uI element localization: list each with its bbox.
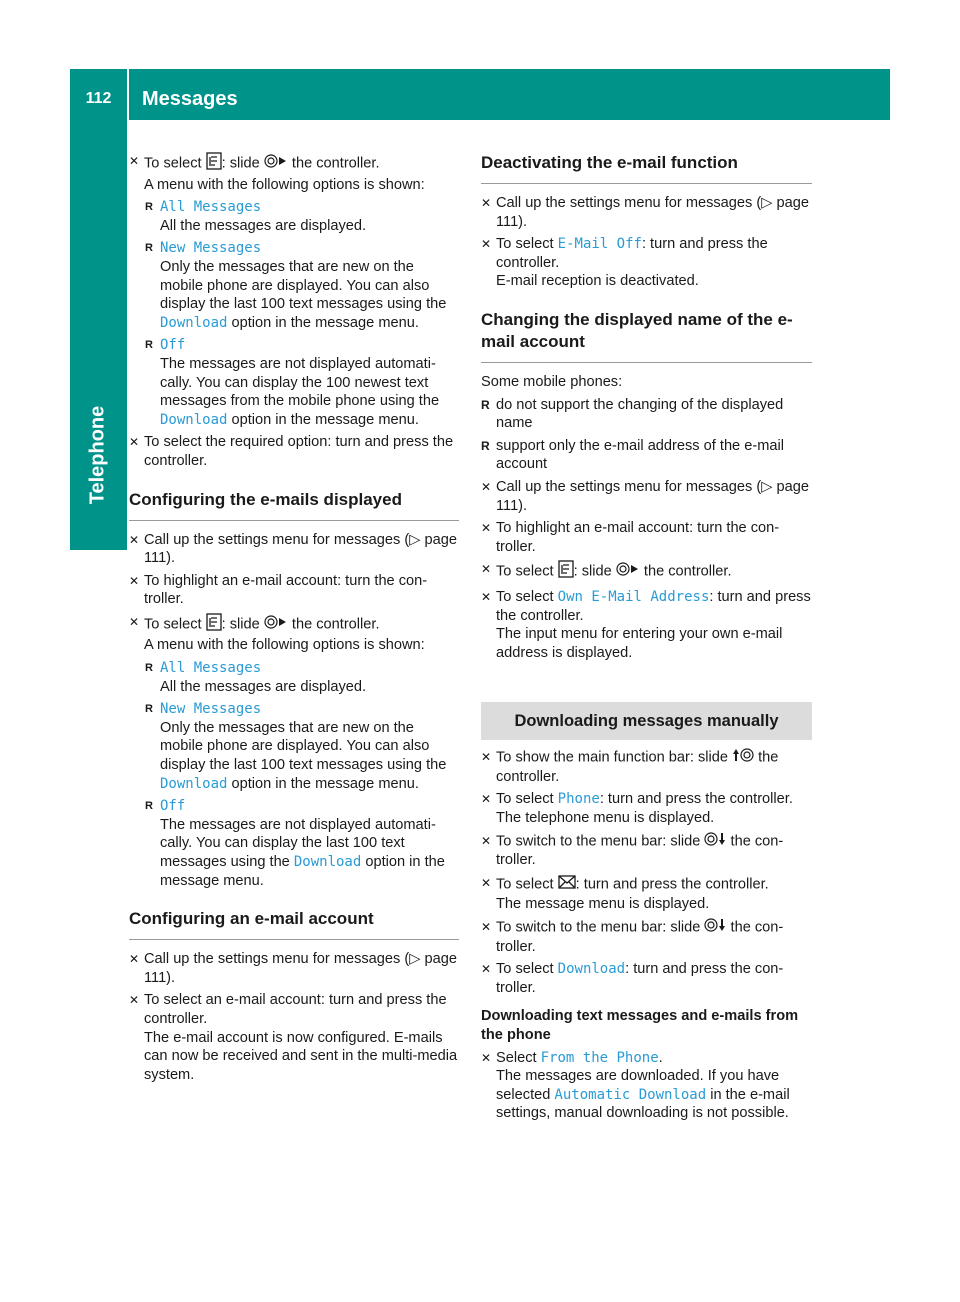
slide-down-controller-icon (704, 918, 726, 938)
step-marker-icon: ✕ (481, 479, 492, 494)
page-header (70, 69, 890, 120)
messages-menu-icon (206, 152, 222, 176)
slide-right-controller-icon (264, 154, 288, 174)
subheading-downloading-text: Downloading text messages and e-mails from the phone (481, 1008, 799, 1043)
section-heading-downloading: Downloading messages manually (481, 702, 812, 740)
step-marker-icon: ✕ (129, 952, 140, 967)
section-tab (70, 120, 127, 550)
section-tab-label: Telephone (86, 405, 109, 505)
step-marker-icon: ✕ (481, 962, 492, 977)
bullet-icon: R (145, 662, 153, 675)
step-marker-icon: ✕ (481, 1050, 492, 1065)
step: ✕ Call up the settings menu for messages (▷ page 111). (129, 531, 457, 567)
step: ✕ Call up the settings menu for messages (▷ page 111). (481, 478, 809, 514)
step-marker-icon: ✕ (481, 920, 492, 935)
step-marker-icon: ✕ (481, 237, 492, 252)
heading-changing-name: Changing the displayed name of the e-mail account (481, 309, 812, 363)
step-marker-icon: ✕ (129, 532, 140, 547)
left-column (129, 152, 459, 1088)
bullet-icon: R (481, 397, 490, 412)
heading-configuring-account: Configuring an e-mail account (129, 908, 459, 940)
step-marker-icon: ✕ (481, 875, 492, 890)
step-marker-icon: ✕ (129, 154, 140, 168)
messages-menu-icon (206, 613, 222, 637)
bullet-icon: R (145, 242, 153, 255)
list-item: R support only the e-mail address of the e-mail account (481, 437, 784, 473)
heading-configuring-emails: Configuring the e-mails displayed (129, 489, 459, 521)
step-marker-icon: ✕ (129, 614, 140, 629)
step-marker-icon: ✕ (481, 792, 492, 807)
step: ✕ To highlight an e-mail account: turn the con-troller. (129, 572, 428, 608)
step: ✕ To select Own E-Mail Address: turn and press the controller. The input menu for entering your own e-mail address is displayed. (481, 588, 811, 661)
step: ✕ To select : turn and press the controller. The message menu is displayed. (481, 875, 769, 913)
step: ✕ To select : slide the controller. (481, 560, 812, 584)
option-item: R All Messages All the messages are displayed. (145, 199, 367, 234)
bullet-icon: R (145, 339, 153, 352)
step: ✕ To show the main function bar: slide the controller. (481, 749, 779, 785)
slide-down-controller-icon (704, 832, 726, 852)
slide-right-controller-icon (264, 615, 288, 635)
step-marker-icon: ✕ (481, 196, 492, 210)
step: ✕ To select the required option: turn and press the controller. (129, 434, 454, 469)
step: ✕ To select E-Mail Off: turn and press the controller. E-mail reception is deactivated. (481, 236, 768, 290)
slide-up-controller-icon (732, 748, 754, 768)
step-marker-icon: ✕ (481, 562, 492, 577)
slide-right-controller-icon (616, 562, 640, 582)
step-marker-icon: ✕ (481, 521, 492, 536)
step: ✕ To select an e-mail account: turn and press the controller. The e-mail account is now configured. E-mails can now be received and sent in the multi-media system. (129, 992, 458, 1083)
step-marker-icon: ✕ (129, 435, 140, 450)
option-item: R Off The messages are not displayed automati-cally. You can display the 100 newest text messages from the mobile phone using the Download option in the message menu. (145, 337, 440, 428)
step: ✕ To select : slide the controller. A menu with the following options is shown: (129, 154, 425, 193)
header-divider (127, 69, 129, 120)
step-marker-icon: ✕ (129, 573, 140, 588)
step: ✕ To select Download: turn and press the con-troller. (481, 961, 784, 996)
bullet-icon: R (145, 201, 153, 214)
step: ✕ To switch to the menu bar: slide the con-troller. (481, 919, 784, 955)
intro-text: Some mobile phones: (481, 373, 623, 390)
bullet-icon: R (145, 800, 153, 813)
option-item: R All Messages All the messages are displayed. (145, 660, 367, 695)
step: ✕ To select : slide the controller. A menu with the following options is shown: (129, 614, 425, 654)
step-marker-icon: ✕ (481, 750, 492, 765)
step: ✕ Call up the settings menu for messages (▷ page 111). (129, 951, 457, 986)
step: ✕ To switch to the menu bar: slide the con-troller. (481, 833, 784, 869)
right-column (481, 152, 812, 1127)
step: ✕ Select From the Phone. The messages are downloaded. If you have selected Automatic Download in the e-mail settings, manual downloading is not possible. (481, 1049, 790, 1122)
step: ✕ To highlight an e-mail account: turn the con-troller. (481, 520, 780, 555)
page-title: Messages (142, 88, 238, 110)
step-marker-icon: ✕ (481, 589, 492, 604)
bullet-icon: R (145, 703, 153, 716)
option-item: R New Messages Only the messages that are new on the mobile phone are displayed. You can also display the last 100 text messages using the Download option in the message menu. (145, 701, 447, 792)
bullet-icon: R (481, 438, 490, 453)
page-number: 112 (85, 90, 112, 107)
step-marker-icon: ✕ (129, 993, 140, 1008)
step-marker-icon: ✕ (481, 833, 492, 848)
option-item: R Off The messages are not displayed automati-cally. You can display the last 100 text messages using the Download option in the message menu. (145, 798, 445, 889)
step: ✕ To select Phone: turn and press the controller. The telephone menu is displayed. (481, 791, 793, 827)
option-item: R New Messages Only the messages that are new on the mobile phone are displayed. You can also display the last 100 text messages using the Download option in the message menu. (145, 240, 447, 331)
envelope-icon (558, 874, 576, 896)
step: ✕ Call up the settings menu for messages (▷ page 111). (481, 195, 809, 230)
list-item: R do not support the changing of the displayed name (481, 396, 784, 432)
heading-deactivating: Deactivating the e-mail function (481, 152, 812, 184)
messages-menu-icon (558, 560, 574, 584)
